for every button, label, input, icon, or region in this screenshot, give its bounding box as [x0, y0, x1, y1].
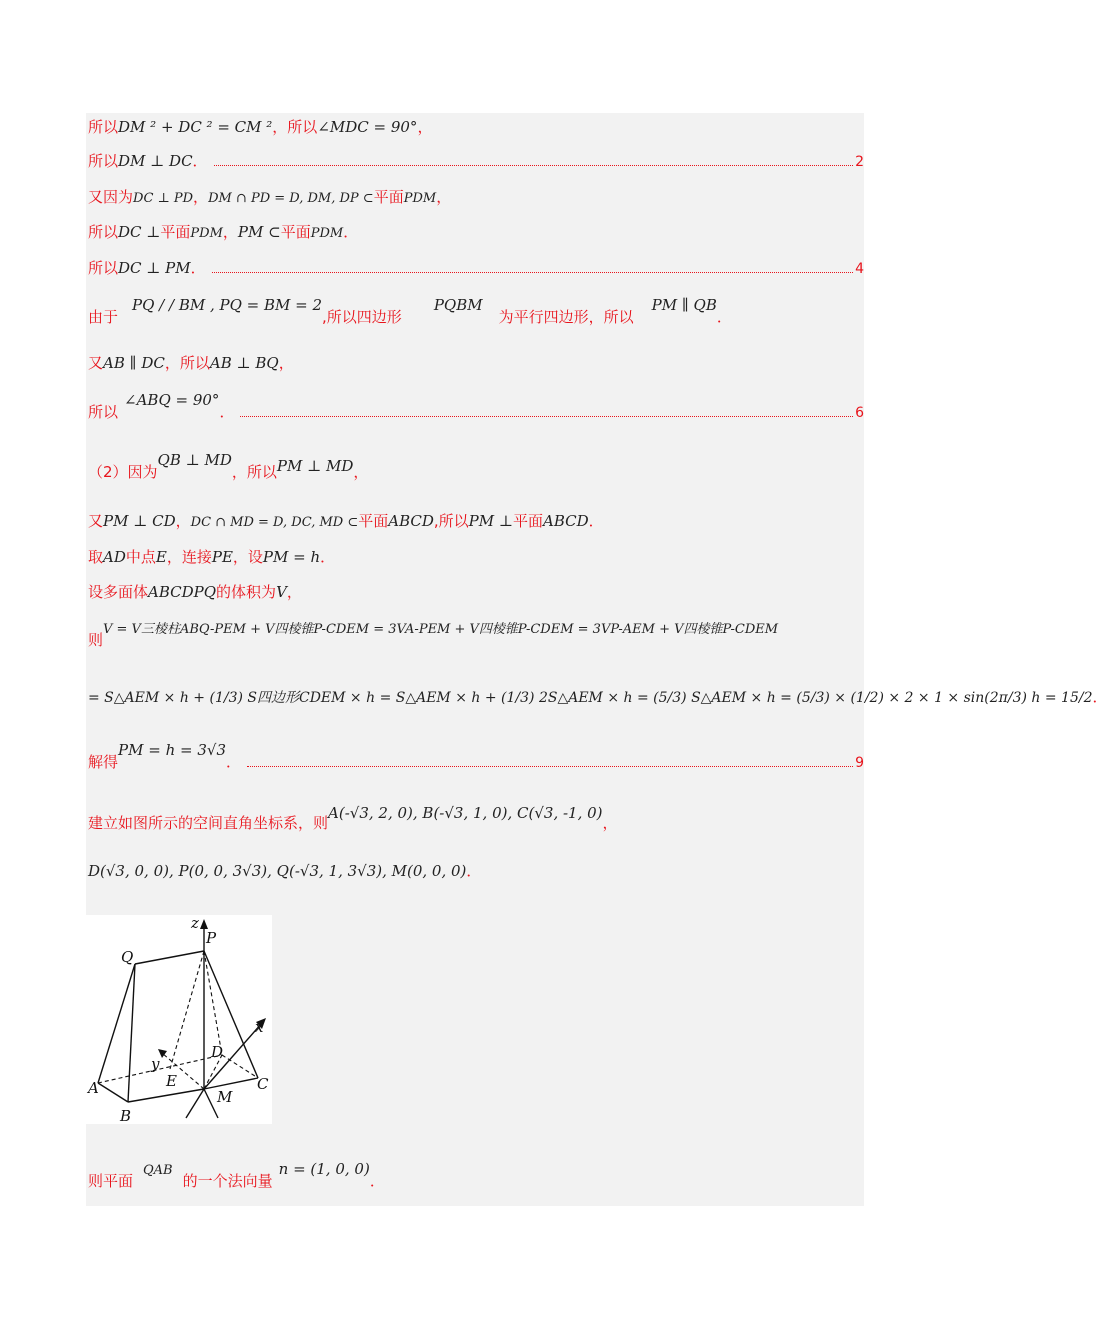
text: ． [225, 753, 241, 771]
math: AB ⊥ BQ [209, 354, 279, 372]
edge-AB [98, 1083, 128, 1102]
text: 平面 [373, 188, 404, 206]
math: PDM [190, 226, 223, 241]
text: 建立如图所示的空间直角坐标系，则 [88, 814, 329, 832]
text: 为平行四边形，所以 [498, 308, 634, 326]
proof-line-18 [88, 1160, 864, 1195]
math: n = (1, 0, 0) [278, 1160, 370, 1178]
math: DM ∩ PD = D, DM, DP ⊂ [208, 191, 374, 206]
math: PM = h = 3√3 [118, 741, 226, 759]
text: 所以 [88, 152, 119, 170]
polyhedron-diagram [86, 915, 272, 1124]
text: 平面 [512, 512, 543, 530]
proof-line-5 [88, 258, 864, 279]
text: 设多面体 [88, 583, 149, 601]
text: 所以 [88, 223, 119, 241]
axis-down-right [204, 1089, 218, 1118]
edge-BM [128, 1089, 204, 1102]
text: 又因为 [88, 188, 134, 206]
label-M: M [217, 1088, 233, 1106]
math: PM ∥ QB [651, 296, 717, 314]
proof-line-13 [88, 622, 864, 652]
text: ， [193, 188, 209, 206]
edge-PE [170, 951, 204, 1069]
math: PM ⊂ [237, 223, 281, 241]
math: DC ⊥ PD [133, 191, 194, 206]
text: 由于 [88, 308, 119, 326]
axis-down-left [186, 1089, 204, 1118]
text: 平面 [160, 223, 191, 241]
proof-line-1 [88, 117, 864, 137]
proof-line-3 [88, 187, 864, 209]
text: ． [320, 548, 336, 566]
proof-line-14 [88, 687, 1108, 713]
math: = S△AEM × h + (1/3) S四边形CDEM × h = S△AEM × h + (1/3) 2S△AEM × h = (5/3) S△AEM × h = (5/3) × (1/2) × 2 × 1 × sin(2π/3) h = 15/2 [88, 690, 1093, 706]
label-B: B [120, 1107, 132, 1125]
label-D: D [211, 1043, 224, 1061]
text: ， [175, 512, 191, 530]
text: ． [369, 1172, 385, 1190]
math: ABCD [388, 512, 434, 530]
proof-line-16 [88, 804, 864, 837]
math: PQ / / BM , PQ = BM = 2 [132, 296, 323, 314]
text: ． [343, 223, 359, 241]
text: ， [353, 463, 369, 481]
text: （2）因为 [88, 463, 158, 481]
score-number: 6 [855, 405, 864, 421]
text: ， [278, 354, 294, 372]
math: PDM [310, 226, 344, 241]
math: ABCDPQ [148, 583, 217, 601]
text: 所以 [88, 118, 119, 136]
text: ，所以 [231, 463, 277, 481]
text: ,所以 [433, 512, 469, 530]
text: ． [588, 512, 604, 530]
proof-line-2 [88, 151, 864, 172]
math: DC ∩ MD = D, DC, MD ⊂ [190, 515, 359, 530]
text: ，所以 [272, 118, 318, 136]
proof-line-10 [88, 511, 864, 533]
label-Q: Q [121, 948, 134, 966]
math: PM ⊥ CD [103, 512, 176, 530]
score-number: 4 [855, 261, 864, 277]
label-C: C [257, 1075, 269, 1093]
math: DC ⊥ [118, 223, 161, 241]
math: AB ∥ DC [103, 354, 165, 372]
leader-dots [214, 164, 854, 166]
text: ． [190, 259, 206, 277]
text: 所以 [88, 403, 119, 421]
score-number: 9 [855, 755, 864, 771]
text: 又 [88, 354, 104, 372]
math: DC ⊥ PM [118, 259, 191, 277]
score-number: 2 [855, 154, 864, 170]
text: ， [286, 583, 302, 601]
text: ． [466, 862, 482, 880]
math: V [276, 583, 287, 601]
text: ,所以四边形 [322, 308, 402, 326]
text: 解得 [88, 753, 119, 771]
text: ， [602, 814, 618, 832]
label-y: y [151, 1055, 160, 1073]
proof-line-8 [88, 391, 864, 426]
text: 又 [88, 512, 104, 530]
math: PQBM [433, 296, 483, 314]
math: AD [103, 548, 126, 566]
math: DM ⊥ DC [118, 152, 193, 170]
text: 的体积为 [216, 583, 277, 601]
proof-line-15 [88, 741, 864, 776]
math: A(-√3, 2, 0), B(-√3, 1, 0), C(√3, -1, 0) [328, 804, 603, 822]
label-E: E [166, 1072, 177, 1090]
text: ， [436, 188, 452, 206]
text: ． [1092, 688, 1108, 706]
text: ， [222, 223, 238, 241]
math: PM = h [262, 548, 321, 566]
edge-QP [135, 951, 204, 964]
proof-line-11 [88, 547, 864, 567]
z-arrow-icon [200, 919, 208, 929]
math: V = V三棱柱ABQ-PEM + V四棱锥P-CDEM = 3VA-PEM + V四棱锥P-CDEM = 3VP-AEM + V四棱锥P-CDEM [103, 622, 779, 637]
text: 所以 [88, 259, 119, 277]
geometry-figure [86, 915, 272, 1124]
leader-dots [247, 765, 853, 767]
text: ，设 [232, 548, 263, 566]
label-A: A [88, 1079, 99, 1097]
text: ． [219, 403, 235, 421]
edge-PD [204, 951, 222, 1055]
text: 则平面 [88, 1172, 134, 1190]
text: 的一个法向量 [182, 1172, 273, 1190]
text: 取 [88, 548, 104, 566]
math: PDM [403, 191, 437, 206]
math: D(√3, 0, 0), P(0, 0, 3√3), Q(-√3, 1, 3√3), M(0, 0, 0) [88, 862, 467, 880]
math: QB ⊥ MD [157, 451, 232, 469]
text: ． [716, 308, 732, 326]
math: E [155, 548, 167, 566]
label-z: z [191, 914, 199, 932]
proof-line-7 [88, 353, 864, 373]
math: QAB [143, 1163, 173, 1178]
text: ，连接 [166, 548, 212, 566]
math: DM ² + DC ² = CM ² [118, 118, 273, 136]
math: ABCD [543, 512, 589, 530]
text: 平面 [358, 512, 389, 530]
math: PM ⊥ [468, 512, 513, 530]
proof-line-17 [88, 861, 864, 885]
proof-line-6 [88, 296, 864, 337]
proof-line-12 [88, 582, 864, 602]
text: ． [192, 152, 208, 170]
proof-line-4 [88, 222, 864, 244]
label-P: P [206, 929, 217, 947]
leader-dots [240, 415, 853, 417]
text: 中点 [125, 548, 156, 566]
math: ∠ABQ = 90° [124, 391, 220, 409]
text: ，所以 [164, 354, 210, 372]
text: 则 [88, 631, 104, 649]
leader-dots [212, 271, 853, 273]
proof-line-9 [88, 451, 864, 488]
text: ， [417, 118, 433, 136]
math: PM ⊥ MD [276, 457, 354, 475]
label-x: x [255, 1018, 264, 1036]
math: ∠MDC = 90° [317, 118, 418, 136]
text: 平面 [280, 223, 311, 241]
math: PE [211, 548, 233, 566]
